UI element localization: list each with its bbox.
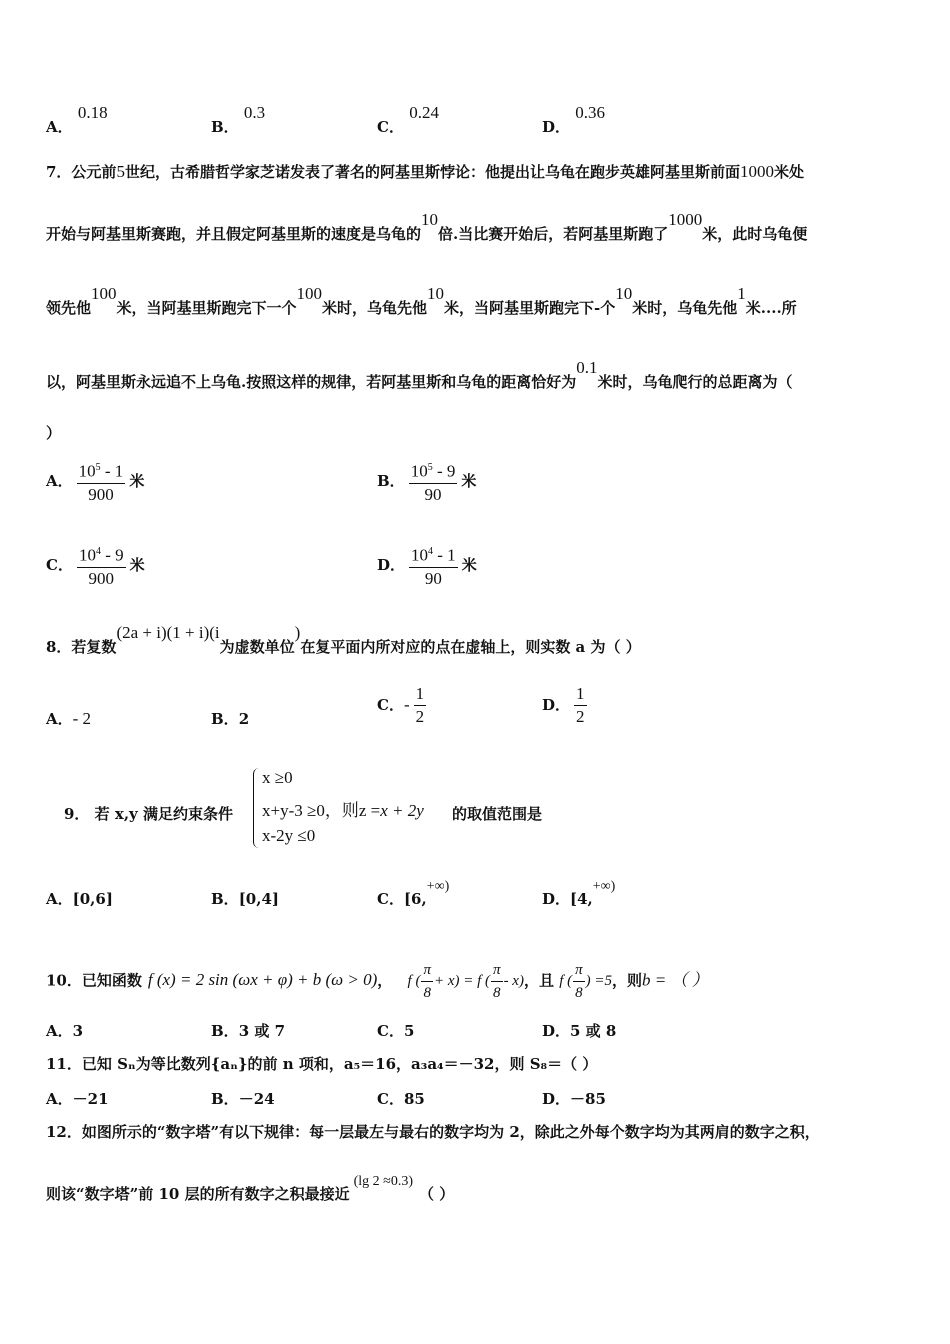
q7-line-4: 以，阿基里斯永远追不上乌龟.按照这样的规律，若阿基里斯和乌龟的距离恰好为0.1米时，乌龟爬行的总距离为（: [46, 358, 793, 391]
q7-option-c-fraction: $\frac{10^4 - 9}{900}$: [77, 542, 126, 590]
q9-constraint-2: x+y-3 ≥0，则z =x + 2y: [262, 801, 424, 820]
q7-option-d-fraction: $\frac{10^4 - 1}{90}$: [409, 542, 458, 590]
q11-option-b[interactable]: B．－24: [211, 1090, 275, 1108]
q12-hint: (lg 2 ≈0.3): [353, 1174, 413, 1189]
q8-option-c[interactable]: C．- $\frac{1}{2}$: [377, 684, 425, 726]
q10-value: f ( $\frac{\pi}{8}$ ) =5: [559, 962, 613, 1001]
q6-option-c-value: 0.24: [409, 103, 439, 122]
q11-option-d[interactable]: D．－85: [542, 1090, 606, 1108]
q9-constraint-1: x ≥0: [262, 768, 293, 787]
q12-line-2: 则该“数字塔”前 10 层的所有数字之积最接近(lg 2 ≈0.3)（ ）: [46, 1174, 455, 1203]
q7-option-b[interactable]: B． $\frac{10^5 - 9}{90}$ 米: [377, 458, 476, 506]
q7-option-a-fraction: $\frac{10^5 - 1}{900}$: [77, 458, 126, 506]
q6-option-d[interactable]: D． 0.36: [542, 103, 605, 136]
q10-option-c[interactable]: C．5: [377, 1022, 415, 1040]
q10-option-b[interactable]: B．3 或 7: [211, 1022, 286, 1040]
q8-option-d[interactable]: D． $\frac{1}{2}$: [542, 684, 585, 726]
q7-line-2: 开始与阿基里斯赛跑，并且假定阿基里斯的速度是乌龟的10倍.当比赛开始后，若阿基里斯跑了1000米，此时乌龟便: [46, 210, 808, 243]
q12-line-1: 12．如图所示的“数字塔”有以下规律：每一层最左与最右的数字均为 2，除此之外每个数字均为其两肩的数字之积，: [46, 1123, 820, 1141]
q6-option-a-value: 0.18: [77, 103, 108, 122]
q9-question-label: 9． 若 x,y 满足约束条件: [64, 805, 233, 823]
q9-question-end: 的取值范围是: [452, 805, 543, 823]
q7-option-b-fraction: $\frac{10^5 - 9}{90}$: [409, 458, 458, 506]
q10-symmetry: f ( $\frac{\pi}{8}$ + x) = f ( $\frac{\pi}{8}$ - x): [407, 962, 524, 1001]
q7-option-d[interactable]: D． $\frac{10^4 - 1}{90}$ 米: [377, 542, 477, 590]
q6-option-b-value: 0.3: [243, 103, 266, 122]
q10-option-a[interactable]: A．3: [46, 1022, 84, 1040]
q10-question: 10．已知函数 f (x) = 2 sin (ωx + φ) + b (ω > 0)， f ( $\frac{\pi}{8}$ + x) = f ( $\frac{\pi}{8}$ - x)，且 f ( $\frac{\pi}{8}$ ) =5，则b = （ ）: [46, 962, 709, 1001]
q11-option-a[interactable]: A．－21: [46, 1090, 109, 1108]
q9-option-b[interactable]: B．[0,4]: [211, 890, 279, 908]
q8-complex-expression: (2a + i)(1 + i)(i: [116, 623, 220, 642]
q10-option-d[interactable]: D．5 或 8: [542, 1022, 617, 1040]
q11-option-c[interactable]: C．85: [377, 1090, 425, 1108]
q6-option-b[interactable]: B． 0.3: [211, 103, 266, 136]
q10-function: f (x) = 2 sin (ωx + φ) + b (ω > 0): [147, 970, 378, 990]
q9-constraint-3: x-2y ≤0: [262, 826, 316, 845]
q7-line-5: ）: [46, 424, 62, 442]
q7-option-c[interactable]: C． $\frac{10^4 - 9}{900}$ 米: [46, 542, 145, 590]
q8-option-a[interactable]: A．- 2: [46, 709, 92, 728]
q7-line-1: 7．公元前5世纪，古希腊哲学家芝诺发表了著名的阿基里斯悖论：他提出让乌龟在跑步英雄阿基里斯前面1000米处: [46, 162, 804, 181]
q9-option-a[interactable]: A．[0,6]: [46, 890, 113, 908]
q6-option-c[interactable]: C． 0.24: [377, 103, 439, 136]
q7-option-a[interactable]: A． $\frac{10^5 - 1}{900}$ 米: [46, 458, 144, 506]
q9-option-d[interactable]: D．[4,+∞): [542, 879, 616, 908]
q9-constraint-brace: [253, 768, 262, 848]
q7-line-3: 领先他100米，当阿基里斯跑完下一个100米时，乌龟先他10米，当阿基里斯跑完下-个10米时，乌龟先他1米....所: [46, 284, 797, 317]
q9-option-c[interactable]: C．[6,+∞): [377, 879, 450, 908]
q6-option-d-value: 0.36: [575, 103, 605, 122]
q8-option-b[interactable]: B．2: [211, 710, 250, 728]
q9-objective: x + 2y: [380, 801, 424, 820]
q11-question: 11．已知 Sₙ为等比数列{aₙ}的前 n 项和，a₅＝16，a₃a₄＝－32，则 S₈＝（ ）: [46, 1055, 598, 1073]
q8-question: 8．若复数(2a + i)(1 + i)(i为虚数单位)在复平面内所对应的点在虚轴上，则实数 a 为（ ）: [46, 623, 641, 656]
q6-option-a[interactable]: A． 0.18: [46, 103, 108, 136]
